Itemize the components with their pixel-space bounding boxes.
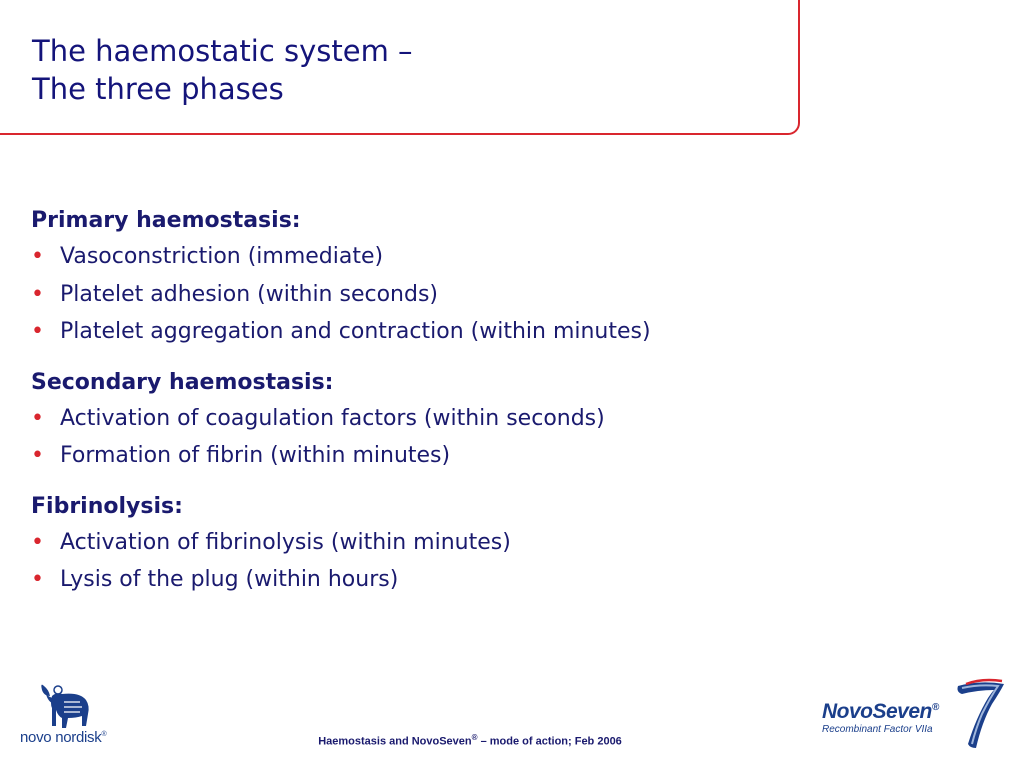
slide-title-line-1: The haemostatic system – [32,34,413,68]
footer-text-prefix: Haemostasis and NovoSeven [318,735,472,748]
bullet-item [31,400,991,438]
bullet-item [31,238,991,276]
bullet-icon: • [31,281,44,307]
slide-title-line-2: The three phases [32,72,284,106]
apis-bull-icon [36,680,92,732]
bullet-icon: • [31,405,44,431]
slide-title [32,32,413,108]
section-fibrinolysis [31,490,991,599]
bullet-text: Activation of fibrinolysis (within minutes) [60,529,511,555]
bullet-item [31,437,991,475]
registered-mark: ® [471,733,478,742]
registered-mark: ® [101,731,107,738]
section-heading: Fibrinolysis: [31,493,183,519]
registered-mark: ® [931,702,939,713]
bullet-item [31,561,991,599]
bullet-text: Formation of fibrin (within minutes) [60,443,451,468]
bullet-text: Platelet aggregation and contraction (within minutes) [60,319,651,344]
section-secondary-haemostasis [31,366,991,475]
bullet-icon: • [31,319,44,344]
section-heading: Primary haemostasis: [31,208,301,233]
bullet-icon: • [31,443,44,468]
footer-text-suffix: – mode of action; Feb 2006 [477,735,622,748]
section-primary-haemostasis [31,204,991,351]
seven-swoosh-icon [952,678,1008,752]
bullet-text: Lysis of the plug (within hours) [60,567,399,592]
bullet-icon: • [31,244,44,269]
bullet-text: Platelet adhesion (within seconds) [60,281,438,307]
novoseven-name-text: NovoSeven [822,700,932,723]
bullet-icon: • [31,529,44,555]
bullet-item [31,276,991,314]
bullet-icon: • [31,567,44,592]
novoseven-logo [818,676,1008,756]
bullet-item [31,524,991,562]
novoseven-subtitle: Recombinant Factor VIIa [822,724,933,735]
novoseven-name [822,700,939,724]
bullet-item [31,313,991,351]
slide-content [31,204,991,614]
section-heading: Secondary haemostasis: [31,369,334,395]
bullet-text: Activation of coagulation factors (within seconds) [60,405,605,431]
footer-text [0,733,940,748]
novo-nordisk-wordmark-text: novo nordisk [20,729,102,746]
bullet-text: Vasoconstriction (immediate) [60,244,384,269]
